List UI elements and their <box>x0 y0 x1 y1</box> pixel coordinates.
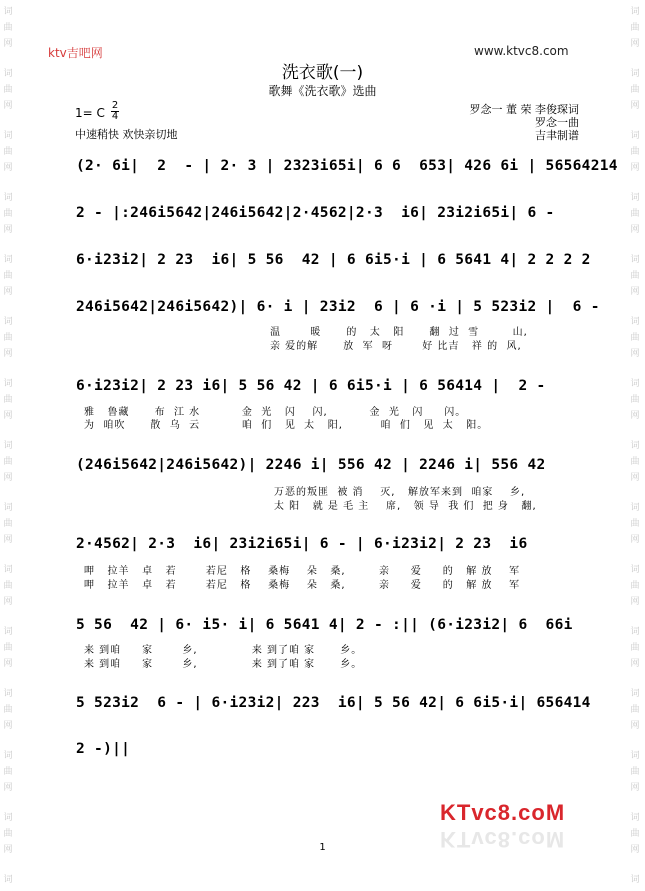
watermark-char: 曲 <box>3 457 13 467</box>
watermark-char: 曲 <box>630 519 640 529</box>
watermark-char: 曲 <box>3 147 13 157</box>
watermark-char: 曲 <box>630 767 640 777</box>
transcriber-credit: 吉聿制谱 <box>535 129 579 142</box>
watermark-char: 曲 <box>630 457 640 467</box>
notation-row: 2 - |:246i5642|246i5642|2·4562|2·3 i6| 23i2i65i| 6 - <box>76 205 555 221</box>
ktvc8-logo: KTvc8.coM <box>440 800 566 825</box>
watermark-char: 曲 <box>3 395 13 405</box>
notation-row: (2· 6i| 2 - | 2· 3 | 2323i65i| 6 6 653| 426 6i | 56564214 <box>76 158 618 174</box>
watermark-char: 词 <box>630 317 640 327</box>
watermark-char: 曲 <box>3 705 13 715</box>
lyric-line: 万恶的叛匪 被 消 灭, 解放军来到 咱家 乡, <box>274 487 526 498</box>
watermark-char: 网 <box>630 39 640 49</box>
watermark-char: 曲 <box>3 209 13 219</box>
watermark-char: 曲 <box>630 85 640 95</box>
watermark-char: 网 <box>630 597 640 607</box>
watermark-char: 网 <box>630 845 640 855</box>
watermark-char: 词 <box>630 813 640 823</box>
notation-row: 5 523i2 6 - | 6·i23i2| 223 i6| 5 56 42| 6 6i5·i| 656414 <box>76 695 591 711</box>
watermark-char: 网 <box>630 101 640 111</box>
watermark-char: 网 <box>3 287 13 297</box>
site-url[interactable]: www.ktvc8.com <box>474 44 569 58</box>
watermark-char: 网 <box>630 287 640 297</box>
watermark-char: 网 <box>3 225 13 235</box>
watermark-char: 曲 <box>3 767 13 777</box>
watermark-char: 网 <box>630 659 640 669</box>
watermark-char: 曲 <box>630 333 640 343</box>
ktvc8-logo-reflection: KTvc8.coM <box>440 827 566 852</box>
watermark-char: 词 <box>3 193 13 203</box>
watermark-char: 词 <box>3 317 13 327</box>
lyric-line: 亲 爱的解 放 军 呀 好 比吉 祥 的 风, <box>270 341 522 352</box>
site-logo-text: ktv吉吧网 <box>48 46 103 60</box>
song-title: 洗衣歌(一) <box>281 63 364 83</box>
watermark-char: 词 <box>3 255 13 265</box>
watermark-char: 曲 <box>630 147 640 157</box>
watermark-char: 网 <box>630 411 640 421</box>
watermark-char: 曲 <box>3 519 13 529</box>
watermark-char: 网 <box>630 163 640 173</box>
watermark-char: 曲 <box>3 23 13 33</box>
watermark-left <box>2 0 16 891</box>
notation-row: 6·i23i2| 2 23 i6| 5 56 42 | 6 6i5·i | 6 56414 | 2 - <box>76 378 546 394</box>
watermark-char: 网 <box>3 349 13 359</box>
watermark-char: 网 <box>630 225 640 235</box>
watermark-char: 词 <box>3 441 13 451</box>
watermark-char: 词 <box>630 751 640 761</box>
notation-row: (246i5642|246i5642)| 2246 i| 556 42 | 2246 i| 556 42 <box>76 457 546 473</box>
watermark-char: 词 <box>3 565 13 575</box>
watermark-char: 词 <box>3 689 13 699</box>
lyricist-credit: 罗念一 董 荣 李俊琛词 <box>469 103 579 116</box>
watermark-char: 曲 <box>630 209 640 219</box>
watermark-char: 词 <box>3 69 13 79</box>
watermark-char: 词 <box>3 503 13 513</box>
song-subtitle: 歌舞《洗衣歌》选曲 <box>268 84 377 98</box>
watermark-char: 曲 <box>3 85 13 95</box>
notation-row: 6·i23i2| 2 23 i6| 5 56 42 | 6 6i5·i | 6 5641 4| 2 2 2 2 <box>76 252 591 268</box>
watermark-char: 曲 <box>3 271 13 281</box>
watermark-char: 词 <box>630 379 640 389</box>
watermark-char: 词 <box>630 627 640 637</box>
watermark-char: 网 <box>3 473 13 483</box>
key-signature: 1= C <box>75 106 105 120</box>
lyric-line: 呷 拉羊 卓 若 若尼 格 桑梅 朵 桑, 亲 爱 的 解 放 军 <box>84 566 521 577</box>
watermark-char: 网 <box>3 783 13 793</box>
tempo-marking: 中速稍快 欢快亲切地 <box>75 128 178 141</box>
time-signature <box>111 101 119 122</box>
watermark-char: 网 <box>3 163 13 173</box>
watermark-char: 词 <box>3 379 13 389</box>
watermark-char: 曲 <box>3 829 13 839</box>
watermark-char: 词 <box>630 255 640 265</box>
notation-row: 246i5642|246i5642)| 6· i | 23i2 6 | 6 ·i | 5 523i2 | 6 - <box>76 299 600 315</box>
watermark-char: 曲 <box>630 581 640 591</box>
notation-row: 5 56 42 | 6· i5· i| 6 5641 4| 2 - :|| (6·i23i2| 6 66i <box>76 617 573 633</box>
watermark-char: 曲 <box>630 271 640 281</box>
lyric-line: 雅 鲁藏 布 江 水 金 光 闪 闪, 金 光 闪 闪。 <box>84 407 467 418</box>
watermark-char: 词 <box>3 627 13 637</box>
lyric-line: 为 咱吹 散 乌 云 咱 们 见 太 阳, 咱 们 见 太 阳。 <box>84 420 489 431</box>
watermark-char: 词 <box>630 875 640 885</box>
watermark-char: 词 <box>3 875 13 885</box>
watermark-char: 词 <box>630 69 640 79</box>
watermark-char: 网 <box>3 721 13 731</box>
lyric-line: 太 阳 就 是 毛 主 席, 领 导 我 们 把 身 翻, <box>274 501 537 512</box>
watermark-right <box>629 0 643 891</box>
watermark-char: 词 <box>630 565 640 575</box>
page-number: 1 <box>319 842 326 853</box>
watermark-char: 词 <box>3 751 13 761</box>
watermark-char: 网 <box>3 597 13 607</box>
watermark-char: 词 <box>630 131 640 141</box>
watermark-char: 曲 <box>3 581 13 591</box>
watermark-char: 网 <box>630 721 640 731</box>
notation-row: 2 -)|| <box>76 741 131 757</box>
lyric-line: 来 到咱 家 乡, 来 到了咱 家 乡。 <box>84 645 363 656</box>
time-signature-top: 2 <box>111 100 119 111</box>
watermark-char: 网 <box>3 39 13 49</box>
time-signature-bottom: 4 <box>111 111 119 122</box>
watermark-char: 网 <box>3 845 13 855</box>
lyric-line: 呷 拉羊 卓 若 若尼 格 桑梅 朵 桑, 亲 爱 的 解 放 军 <box>84 580 521 591</box>
watermark-char: 曲 <box>630 829 640 839</box>
watermark-char: 词 <box>630 7 640 17</box>
watermark-char: 曲 <box>630 705 640 715</box>
watermark-char: 词 <box>630 503 640 513</box>
watermark-char: 网 <box>630 473 640 483</box>
lyric-line: 来 到咱 家 乡, 来 到了咱 家 乡。 <box>84 659 363 670</box>
watermark-char: 网 <box>3 659 13 669</box>
watermark-char: 词 <box>630 689 640 699</box>
watermark-char: 网 <box>3 535 13 545</box>
watermark-char: 词 <box>3 813 13 823</box>
watermark-char: 词 <box>3 7 13 17</box>
watermark-char: 曲 <box>3 643 13 653</box>
watermark-char: 词 <box>3 131 13 141</box>
watermark-char: 曲 <box>630 395 640 405</box>
watermark-char: 曲 <box>3 333 13 343</box>
notation-row: 2·4562| 2·3 i6| 23i2i65i| 6 - | 6·i23i2| 2 23 i6 <box>76 536 528 552</box>
composer-credit: 罗念一曲 <box>535 116 579 129</box>
watermark-char: 网 <box>3 101 13 111</box>
watermark-char: 网 <box>3 411 13 421</box>
watermark-char: 网 <box>630 783 640 793</box>
watermark-char: 网 <box>630 535 640 545</box>
watermark-char: 网 <box>630 349 640 359</box>
lyric-line: 温 暖 的 太 阳 翻 过 雪 山, <box>270 327 528 338</box>
watermark-char: 词 <box>630 193 640 203</box>
watermark-char: 曲 <box>630 643 640 653</box>
watermark-char: 词 <box>630 441 640 451</box>
watermark-char: 曲 <box>630 23 640 33</box>
